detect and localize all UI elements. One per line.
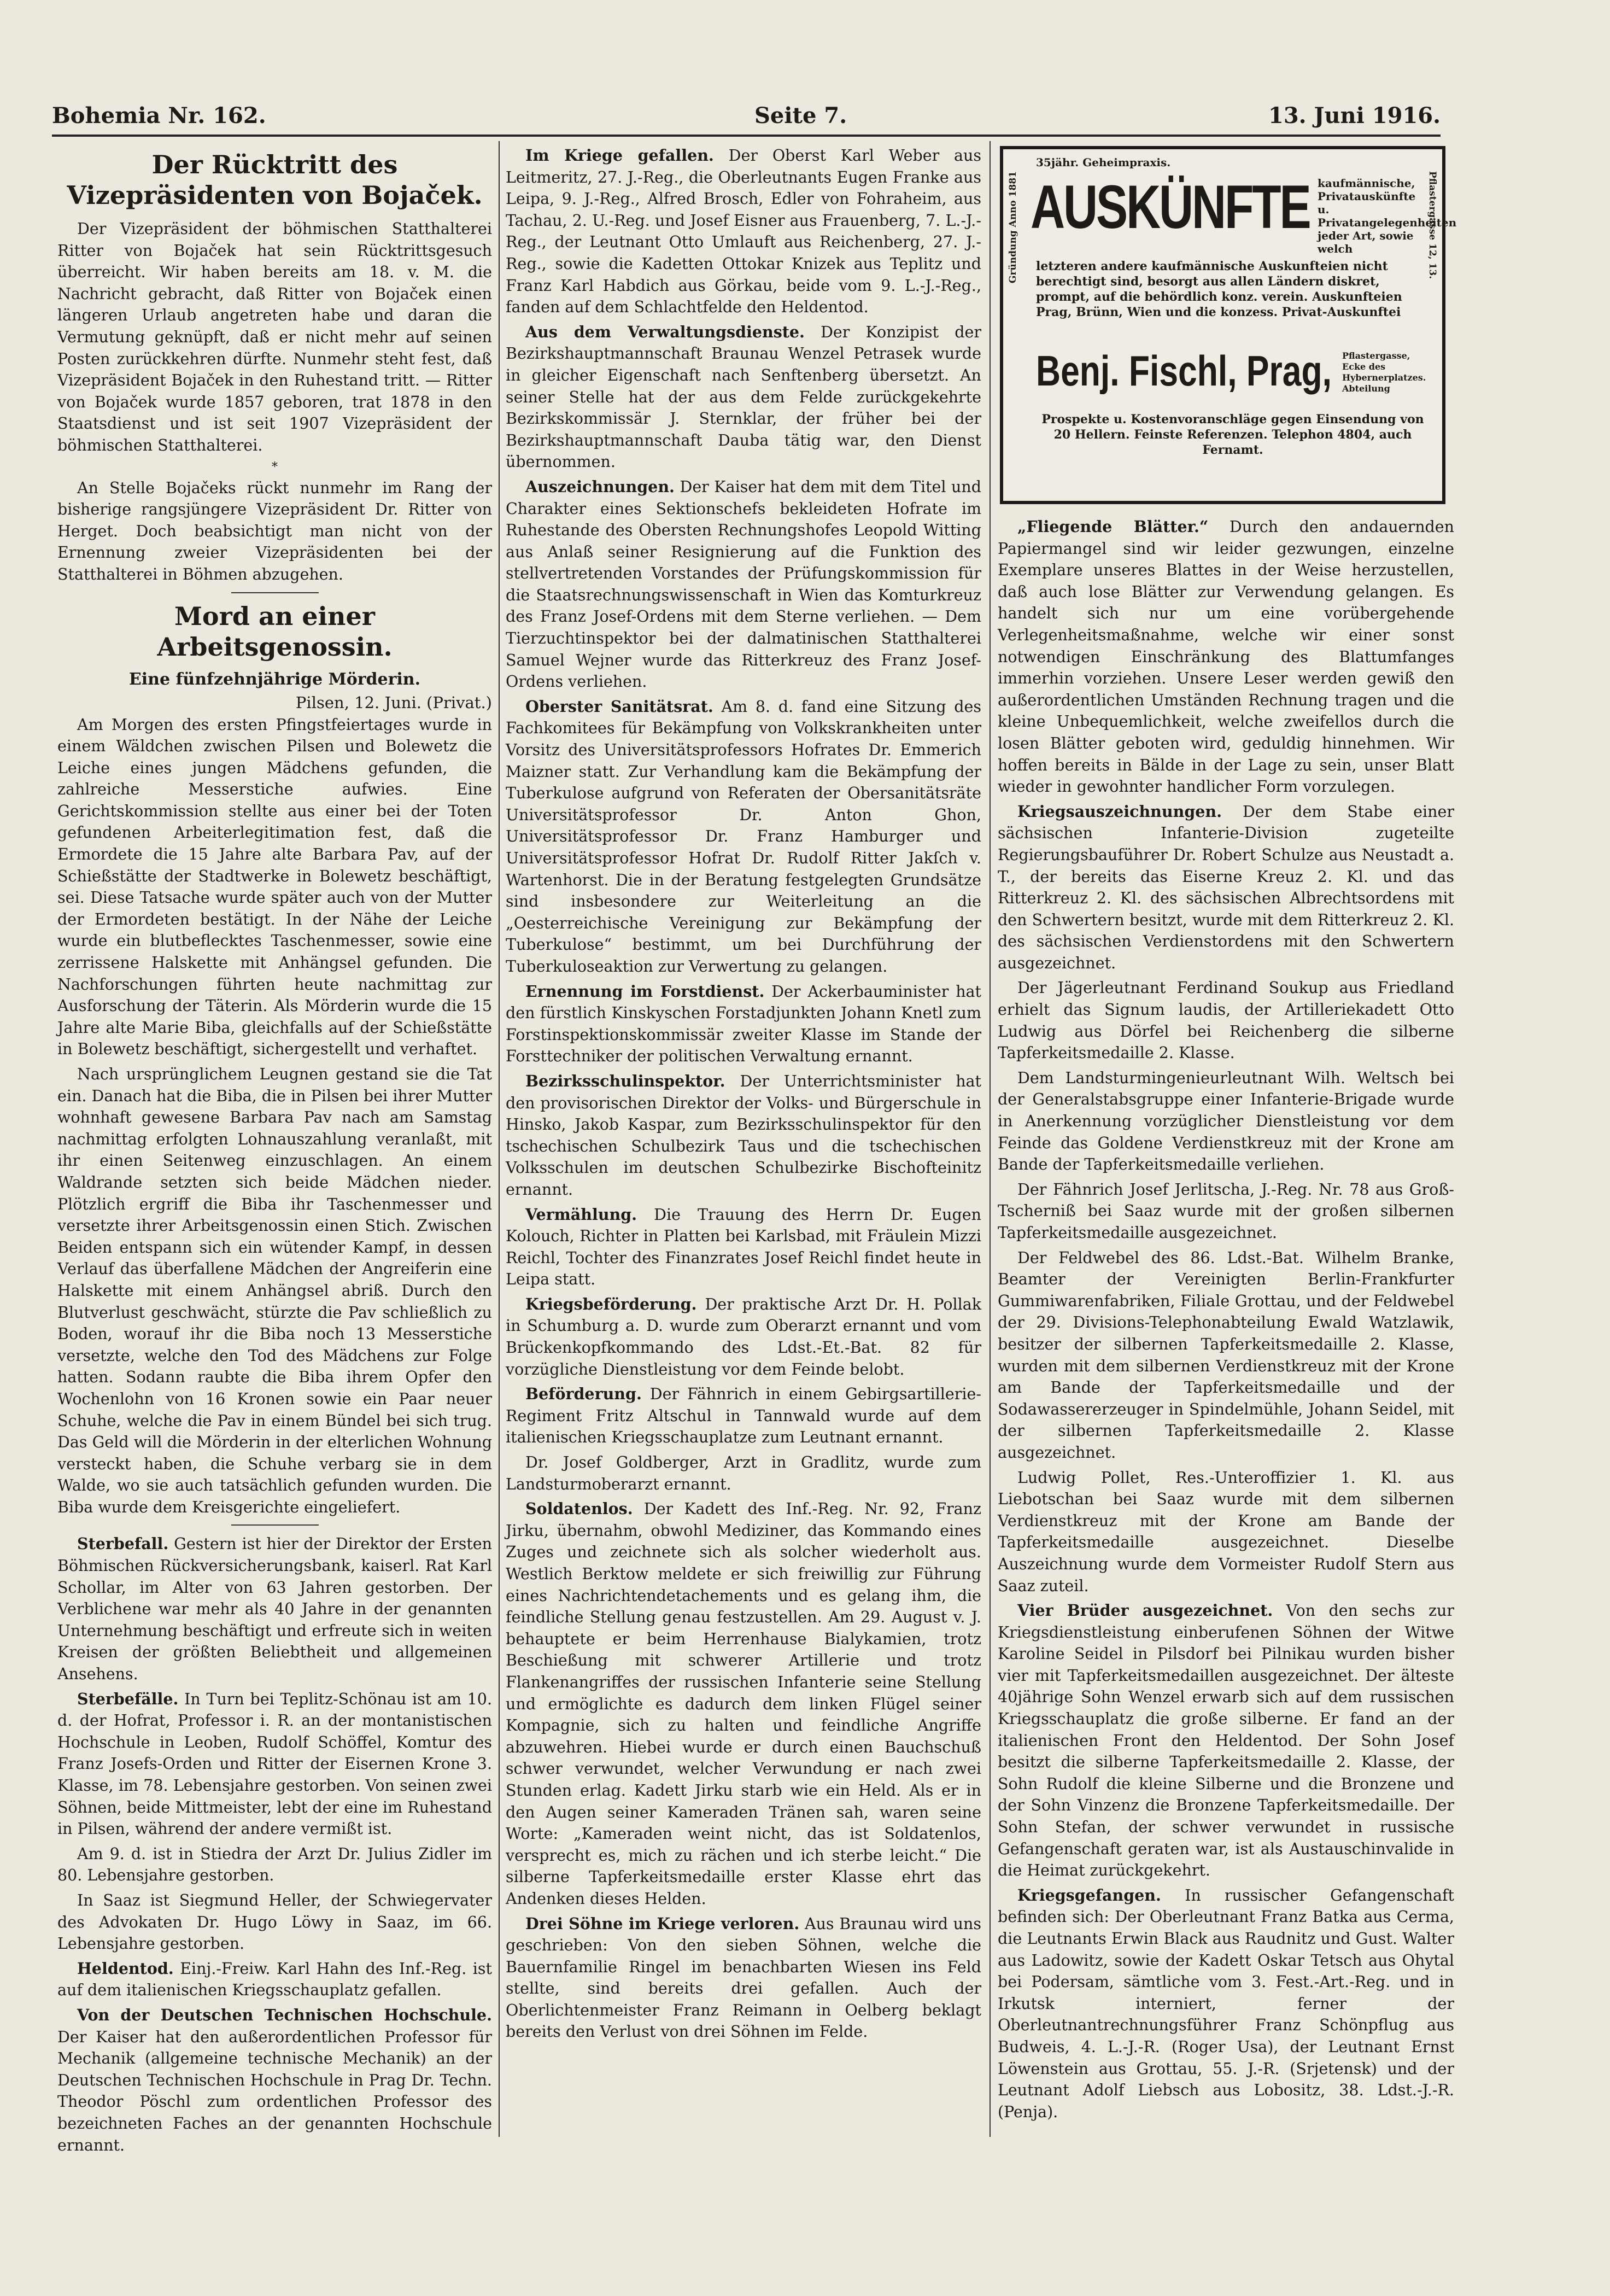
news-text: Der Oberst Karl Weber aus Leitmeritz, 27. J.-Reg., die Oberleutnants Eugen Franke aus Leipa, 9. J.-Reg., Alfred Brosch, Edler von Fohraheim, aus Tachau, 2. U.-Reg. und Josef Eisner aus Frauenberg, 7. L.-J.-Reg., der Leutnant Otto Umlauft aus Reichenberg, 27. J.-Reg., sowie die Kadetten Ottokar Knizek aus Teplitz und Franz Karl Habdich aus Görkau, beide vom 9. L.-J.-Reg., fanden auf dem Schlachtfelde den Heldentod. xyxy=(506,147,981,317)
divider xyxy=(231,592,319,593)
news-item xyxy=(998,801,1454,974)
ad-firm-address: Pflastergasse, Ecke des Hybernerplatzes. Abteilung xyxy=(1342,350,1426,394)
advertisement-box xyxy=(1000,146,1457,504)
news-text: Der Kaiser hat den außerordentlichen Professor für Mechanik (allgemeine technische Mechanik) an der Deutschen Technischen Hochschule in Prag Dr. Techn. Theodor Pöschl zum ordentlichen Professor des bezeichneten Faches an der genannten Hochschule ernannt. xyxy=(57,2028,492,2154)
article-dateline: Pilsen, 12. Juni. (Privat.) xyxy=(295,693,492,712)
news-lead: Vermählung. xyxy=(525,1205,637,1224)
news-item: Dr. Josef Goldberger, Arzt in Gradlitz, wurde zum Landsturmoberarzt ernannt. xyxy=(506,1453,981,1493)
news-lead: Vier Brüder ausgezeichnet. xyxy=(1017,1601,1273,1620)
news-lead: Drei Söhne im Kriege verloren. xyxy=(525,1914,800,1933)
news-lead: Soldatenlos. xyxy=(525,1499,633,1518)
news-text: Am 8. d. fand eine Sitzung des Fachkomitees für Bekämpfung von Volkskrankheiten unter Vorsitz des Universitätsprofessors Hofrates Dr. Emmerich Maizner statt. Zur Verhandlung kam die Bekämpfung der Tuberkulose aufgrund von Referaten der Obersanitätsräte Universitätsprofessor Dr. Anton Ghon, Universitätsprofessor Dr. Franz Hamburger und Universitätsprofessor Hofrat Dr. Rudolf Ritter Jakſch v. Wartenhorst. Die in der Beratung festgelegten Grundsätze sind insbesondere zur Weiterleitung an die „Oesterreichische Vereinigung zur Bekämpfung der Tuberkulose“ bestimmt, um bei Durchführung der Tuberkuloseaktion zur Verwertung zu gelangen. xyxy=(506,697,981,975)
news-lead: Heldentod. xyxy=(77,1959,174,1978)
ad-headline: AUSKÜNFTE xyxy=(1031,173,1310,241)
news-item: Der Feldwebel des 86. Ldst.-Bat. Wilhelm Branke, Beamter der Vereinigten Berlin-Frankfurter Gummiwarenfabriken, Filiale Grottau, und der Feldwebel der 29. Divisions-Telephonabteilung Ewald Watzlawik, besitzer der silbernen Tapferkeitsmedaille 2. Klasse, wurden mit dem silbernen Verdienstkreuz mit der Krone am Bande der Tapferkeitsmedaille und der Sodawassererzeuger in Spindelmühle, Johann Seidel, mit der silbernen Tapferkeitsmedaille 2. Klasse ausgezeichnet. xyxy=(998,1248,1454,1462)
ad-body: letzteren andere kaufmännische Auskunfteien nicht berechtigt sind, besorgt aus allen Ländern diskret, prompt, auf die behördlich konz. verein. Auskunfteien Prag, Brünn, Wien und die konzess. Privat-Auskunftei xyxy=(1036,259,1402,319)
article-subtitle: Eine fünfzehnjährige Mörderin. xyxy=(128,669,421,689)
column-1 xyxy=(57,145,493,2154)
news-item xyxy=(506,1913,981,2043)
news-item xyxy=(998,1885,1454,2123)
news-item: Der Jägerleutnant Ferdinand Soukup aus Friedland erhielt das Signum laudis, der Artilleriekadett Otto Ludwig aus Dörfel bei Reichenberg die silberne Tapferkeitsmedaille 2. Klasse. xyxy=(998,979,1454,1062)
column-rule xyxy=(990,141,991,2137)
news-item xyxy=(506,1498,981,1909)
divider xyxy=(231,1524,319,1526)
ad-vertical-left: Gründung Anno 1881 xyxy=(1008,171,1018,284)
column-rule xyxy=(499,141,500,2137)
news-text: Aus Braunau wird uns geschrieben: Von den sieben Söhnen, welche die Bauernfamilie Ringel im benachbarten Wiesen ins Feld stellte, sind bereits drei gefallen. Auch der Oberlichtenmeister Franz Reimann in Oelberg beklagt bereits den Verlust von drei Söhnen im Felde. xyxy=(506,1914,981,2041)
news-text: Gestern ist hier der Direktor der Ersten Böhmischen Rückversicherungsbank, kaiserl. Rat Karl Schollar, im Alter von 63 Jahren gestorben. Der Verblichene war mehr als 40 Jahre in der genannten Unternehmung beschäftigt und erfreute sich in weiten Kreisen der größten Beliebtheit und allgemeinen Ansehens. xyxy=(57,1535,492,1684)
news-lead: Aus dem Verwaltungsdienste. xyxy=(525,322,805,341)
news-item xyxy=(506,1383,981,1448)
news-item xyxy=(57,1958,492,2001)
news-item xyxy=(998,1600,1454,1882)
news-lead: Von der Deutschen Technischen Hochschule. xyxy=(77,2005,492,2024)
news-item: Am 9. d. ist in Stiedra der Arzt Dr. Julius Zidler im 80. Lebensjahre gestorben. xyxy=(57,1844,492,1885)
news-item xyxy=(506,476,981,693)
news-text: Der Kadett des Inf.-Reg. Nr. 92, Franz Jirku, übernahm, obwohl Mediziner, das Kommando eines Zuges und zeichnete sich als solcher wiederholt aus. Westlich Berktow meldete er sich freiwillig zur Führung eines Nachrichtendetachements und es gelang ihm, die feindliche Stellung genau festzustellen. Am 29. August v. J. behauptete er beim Herrenhause Bialykamien, trotz Beschießung mit schwerer Artillerie und trotz Flankenangriffes der russischen Infanterie seine Stellung und ermöglichte es dadurch dem linken Flügel seiner Kompagnie, sich zu halten und feindliche Angriffe abzuwehren. Hiebei wurde er durch einen Bauchschuß schwer verwundet, welcher Verwundung er nach zwei Stunden erlag. Kadett Jirku starb wie ein Held. Als er in den Augen seiner Kameraden Tränen sah, waren seine Worte: „Kameraden weint nicht, das ist Soldatenlos, versprecht es, mich zu rächen und ich sterbe leicht.“ Die silberne Tapferkeitsmedaille erster Klasse ehrt das Andenken dieses Helden. xyxy=(506,1500,981,1908)
news-text: Der Kaiser hat dem mit dem Titel und Charakter eines Sektionschefs bekleideten Hofrate im Ruhestande des Obersten Rechnungshofes Leopold Witting aus Anlaß seiner Resignierung auf die Funktion des stellvertretenden Vorstandes der Prüfungskommission für die Staatsrechnungswissenschaft in Wien das Komturkreuz des Franz Josef-Ordens mit dem Sterne verliehen. — Dem Tierzuchtinspektor bei der dalmatinischen Statthalterei Samuel Wejner wurde das Ritterkreuz des Franz Josef-Ordens verliehen. xyxy=(506,477,981,691)
column-3 xyxy=(998,145,1457,2135)
page-number: Seite 7. xyxy=(754,103,847,128)
news-item: Ludwig Pollet, Res.-Unteroffizier 1. Kl. aus Liebotschan bei Saaz wurde mit dem silbernen Verdienstkreuz mit der Krone am Bande der Tapferkeitsmedaille ausgezeichnet. Dieselbe Auszeichnung wurde dem Vormeister Rudolf Stern aus Saaz zuteil. xyxy=(998,1468,1454,1595)
news-lead: Beförderung. xyxy=(525,1384,642,1404)
news-lead: Auszeichnungen. xyxy=(525,477,675,496)
article-title: Mord an einer Arbeitsgenossin. xyxy=(157,601,393,662)
ad-vertical-right: Pflastergasse 12, 13. xyxy=(1427,171,1438,279)
ad-side-text: kaufmännische, Privatauskünfte u. Privatangelegenheiten jeder Art, sowie welch xyxy=(1318,177,1457,255)
article-paragraph: Nach ursprünglichem Leugnen gestand sie die Tat ein. Danach hat die Biba, die in Pilsen bei ihrer Mutter wohnhaft gewesene Barbara Pav nach am Samstag nachmittag erfolgten Lohnauszahlung veranlaßt, mit ihr einen Seitenweg einzuschlagen. An einem Waldrande setzten sich beide Mädchen nieder. Plötzlich ergriff die Biba ihr Taschenmesser und versetzte ihrer Arbeitsgenossin einen Stich. Zwischen Beiden entspann sich ein wütender Kampf, in dessen Verlauf das überfallene Mädchen der Angreiferin eine Halskette mit einem Anhängsel abriß. Durch den Blutverlust geschwächt, stürzte die Pav schließlich zu Boden, worauf ihr die Biba noch 13 Messerstiche versetzte, welche den Tod des Mädchens zur Folge hatten. Sodann raubte die Biba ihrem Opfer den Wochenlohn von 16 Kronen sowie ein Paar neuer Schuhe, welche die Pav in einem Bündel bei sich trug. Das Geld will die Mörderin in der elterlichen Wohnung versteckt haben, die Schuhe verbarg sie in dem Walde, wo sie auch tatsächlich gefunden wurden. Die Biba wurde dem Kreisgerichte eingeliefert. xyxy=(57,1065,492,1516)
ad-firm-name: Benj. Fischl, Prag, xyxy=(1036,347,1332,395)
news-text: Der Unterrichtsminister hat den provisorischen Direktor der Volks- und Bürgerschule in Hinsko, Jakob Kaspar, zum Bezirksschulinspektor für den tschechischen Schulbezirk Taus und die tschechischen Volksschulen im deutschen Schulbezirke Bischofteinitz ernannt. xyxy=(506,1072,981,1199)
news-item xyxy=(57,1689,492,1840)
news-item xyxy=(506,145,981,318)
news-lead: Kriegsauszeichnungen. xyxy=(1017,802,1222,821)
news-item: Der Fähnrich Josef Jerlitscha, J.-Reg. Nr. 78 aus Groß-Tscherniß bei Saaz wurde mit der großen silbernen Tapferkeitsmedaille ausgezeichnet. xyxy=(998,1180,1454,1242)
news-lead: Sterbefälle. xyxy=(77,1689,179,1708)
news-item xyxy=(57,1533,492,1685)
news-text: Der Ackerbauminister hat den fürstlich Kinskyschen Forstadjunkten Johann Knetl zum Forstinspektionskommissär zweiter Klasse im Stande der Forsttechniker der politischen Verwaltung ernannt. xyxy=(506,982,981,1066)
article-paragraph: An Stelle Bojačeks rückt nunmehr im Rang der bisherige rangsjüngere Vizepräsident Dr. Ritter von Herget. Doch beabsichtigt man nicht von der Ernennung zweier Vizepräsidenten bei der Statthalterei in Böhmen abzugehen. xyxy=(57,478,492,583)
news-item: Dem Landsturmingenieurleutnant Wilh. Weltsch bei der Generalstabsgruppe einer Infanterie-Brigade wurde in Anerkennung vorzüglicher Dienstleistung vor dem Feinde das Goldene Verdienstkreuz mit der Krone am Bande der Tapferkeitsmedaille verliehen. xyxy=(998,1068,1454,1174)
column-2 xyxy=(506,145,981,2135)
news-lead: Kriegsgefangen. xyxy=(1017,1885,1161,1904)
news-text: Einj.-Freiw. Karl Hahn des Inf.-Reg. ist auf dem italienischen Kriegsschauplatz gefallen. xyxy=(57,1959,492,2000)
issue-date: 13. Juni 1916. xyxy=(1268,103,1441,128)
news-item xyxy=(506,981,981,1067)
news-lead: Im Kriege gefallen. xyxy=(525,146,714,165)
news-lead: Oberster Sanitätsrat. xyxy=(525,697,713,716)
news-lead: Sterbefall. xyxy=(77,1534,169,1553)
ad-tagline: 35jähr. Geheimpraxis. xyxy=(1036,156,1171,169)
news-lead: Kriegsbeförderung. xyxy=(525,1294,697,1313)
news-text: In Turn bei Teplitz-Schönau ist am 10. d. der Hofrat, Professor i. R. an der montanistischen Hochschule in Leoben, Rudolf Schöffel, Komtur des Franz Josefs-Orden und Ritter der Eisernen Krone 3. Klasse, im 78. Lebensjahre gestorben. Von seinen zwei Söhnen, beide Mittmeister, lebt der eine im Ruhestand in Pilsen, während der andere vermißt ist. xyxy=(57,1690,493,1838)
news-item xyxy=(506,1204,981,1290)
article-title: Der Rücktritt des Vizepräsidenten von Bojaček. xyxy=(67,150,483,210)
news-item xyxy=(506,322,981,473)
news-lead: Bezirksschulinspektor. xyxy=(525,1071,725,1090)
news-text: Der Fähnrich in einem Gebirgsartillerie-Regiment Fritz Altschul in Tannwald wurde auf dem italienischen Kriegsschauplatze zum Leutnant ernannt. xyxy=(506,1385,982,1447)
news-item xyxy=(506,1294,981,1380)
news-text: Der dem Stabe einer sächsischen Infanterie-Division zugeteilte Regierungsbauführer Dr. Robert Schulze aus Neustadt a. T., der bereits das Eiserne Kreuz 2. Kl. und das Ritterkreuz 2. Kl. des sächsischen Albrechtsordens mit den Schwertern besitzt, wurde mit dem Ritterkreuz 2. Kl. des sächsischen Verdienstordens mit den Schwertern ausgezeichnet. xyxy=(998,802,1455,972)
news-text: Der praktische Arzt Dr. H. Pollak in Schumburg a. D. wurde zum Oberarzt ernannt und vom Brückenkopfkommando des Ldst.-Et.-Bat. 82 für vorzügliche Dienstleistung vor dem Feinde belobt. xyxy=(506,1295,981,1378)
news-text: Von den sechs zur Kriegsdienstleistung einberufenen Söhnen der Witwe Karoline Seidel in Pilsdorf bei Pilnikau wurden bisher vier mit Tapferkeitsmedaillen ausgezeichnet. Der älteste 40jährige Sohn Wenzel erwarb sich auf dem russischen Kriegsschauplatz die große silberne. Er fand an der italienischen Front den Heldentod. Der Sohn Josef besitzt die silberne Tapferkeitsmedaille 2. Klasse, der Sohn Rudolf die kleine Silberne und die Bronzene und der Sohn Vinzenz die Bronzene Tapferkeitsmedaille. Der Sohn Stefan, der schwer verwundet in russische Gefangenschaft geraten war, ist als Austauschinvalide in die Heimat zurückgekehrt. xyxy=(998,1602,1454,1880)
news-item xyxy=(506,696,981,978)
news-lead: „Fliegende Blätter.“ xyxy=(1017,517,1209,536)
masthead-issue: Bohemia Nr. 162. xyxy=(52,103,266,128)
news-text: In russischer Gefangenschaft befinden sich: Der Oberleutnant Franz Batka aus Cerma, die Leutnants Erwin Black aus Raudnitz und Gust. Walter aus Ladowitz, sowie der Kadett Oskar Tetsch aus Ohytal bei Podersam, sämtliche vom 3. Fest.-Art.-Reg. und in Irkutsk interniert, ferner der Oberleutnantrechnungsführer Franz Schönpflug aus Budweis, 4. L.-J.-R. (Roger Usa), der Leutnant Ernst Löwenstein aus Grottau, 55. J.-R. (Srjetensk) und der Leutnant Adolf Liebsch aus Lobositz, 38. Ldst.-J.-R. (Penja). xyxy=(998,1886,1454,2121)
news-lead: Ernennung im Forstdienst. xyxy=(525,982,765,1001)
news-text: Die Trauung des Herrn Dr. Eugen Kolouch, Richter in Platten bei Karlsbad, mit Fräulein Mizzi Reichl, Tochter des Finanzrates Josef Reichl findet heute in Leipa statt. xyxy=(506,1205,981,1289)
article-paragraph: Am Morgen des ersten Pfingstfeiertages wurde in einem Wäldchen zwischen Pilsen und Bolewetz die Leiche eines jungen Mädchens gefunden, die zahlreiche Messerstiche aufwies. Eine Gerichtskommission stellte aus einer bei der Toten gefundenen Arbeiterlegitimation fest, daß die Ermordete die 15 Jahre alte Barbara Pav, auf der Schießstätte der Stadtwerke in Bolewetz beschäftigt, sei. Diese Tatsache wurde später auch von der Mutter der Ermordeten bestätigt. In der Nähe der Leiche wurde ein blutbeflecktes Taschenmesser, sowie eine zerrissene Halskette mit Anhängsel gefunden. Die Nachforschungen führten heute nachmittag zur Ausforschung der Täterin. Als Mörderin wurde die 15 Jahre alte Marie Biba, gleichfalls auf der Schießstätte in Bolewetz beschäftigt, sichergestellt und verhaftet. xyxy=(57,715,492,1059)
news-item xyxy=(506,1071,981,1201)
news-item xyxy=(57,2005,492,2156)
news-text: Durch den andauernden Papiermangel sind wir leider gezwungen, einzelne Exemplare unseres Blattes in der Weise herzustellen, daß auch lose Blätter zur Verwendung gelangen. Es handelt sich nur um eine vorübergehende Verlegenheitsmaßnahme, welche wir einer sonst notwendigen Einschränkung des Blattumfanges immerhin vorziehen. Unsere Leser werden gewiß den außerordentlichen Umständen Rechnung tragen und die kleine Unbequemlichkeit, welche zweifellos durch die losen Blätter geboten wird, geduldig hinnehmen. Wir hoffen bereits in Bälde in der Lage zu sein, unser Blatt wieder in gewohnter handlicher Form vorzulegen. xyxy=(998,518,1455,796)
header-rule xyxy=(52,135,1441,137)
news-item xyxy=(998,516,1454,798)
news-text: Der Konzipist der Bezirkshauptmannschaft Braunau Wenzel Petrasek wurde in gleicher Eigenschaft nach Senftenberg übersetzt. An seiner Stelle hat der aus dem Felde zurückgekehrte Bezirkskommissär J. Sternklar, der früher bei der Bezirkshauptmannschaft Dauba tätig war, den Dienst übernommen. xyxy=(506,323,981,471)
page-header xyxy=(52,97,1441,136)
ad-footer: Prospekte u. Kostenvoranschläge gegen Einsendung von 20 Hellern. Feinste Referenzen. Telephon 4804, auch Fernamt. xyxy=(1041,412,1424,457)
article-paragraph: Der Vizepräsident der böhmischen Statthalterei Ritter von Bojaček hat sein Rücktrittsgesuch überreicht. Wir haben bereits am 18. v. M. die Nachricht gebracht, daß Ritter von Bojaček einen längeren Urlaub angetreten habe und daran die Vermutung geknüpft, daß er nicht mehr auf seinen Posten zurückkehren dürfte. Nunmehr steht fest, daß Vizepräsident Bojaček in den Ruhestand tritt. — Ritter von Bojaček wurde 1857 geboren, trat 1878 in den Staatsdienst und ist seit 1907 Vizepräsident der böhmischen Statthalterei. xyxy=(57,220,492,454)
section-star: * xyxy=(272,460,278,474)
news-item: In Saaz ist Siegmund Heller, der Schwiegervater des Advokaten Dr. Hugo Löwy in Saaz, im 66. Lebensjahre gestorben. xyxy=(57,1891,492,1953)
